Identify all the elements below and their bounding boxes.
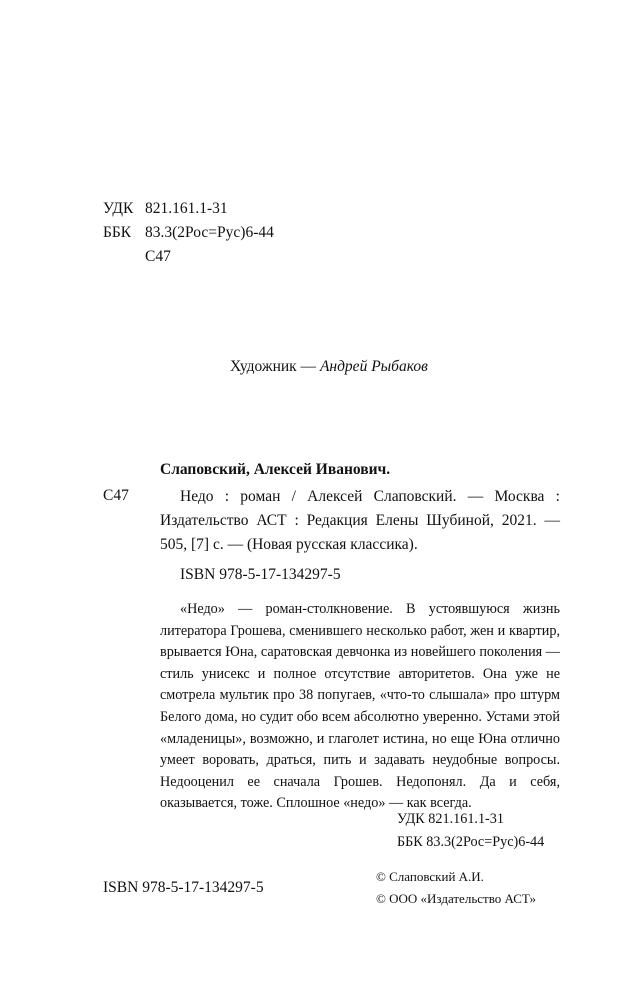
udk-line xyxy=(103,198,228,220)
bbk-value: 83.3(2Рос=Рус)6-44 xyxy=(145,224,274,241)
author-mark-record: С47 xyxy=(103,487,129,504)
author-mark-top-text: С47 xyxy=(145,248,171,265)
artist-credit xyxy=(230,356,428,378)
udk-value: 821.161.1-31 xyxy=(145,200,228,217)
bbk-line xyxy=(103,222,274,244)
udk-label: УДК xyxy=(103,200,134,217)
artist-role: Художник — xyxy=(230,358,317,375)
author-mark-top xyxy=(145,246,171,268)
bottom-bbk: ББК 83.3(2Рос=Рус)6-44 xyxy=(397,834,545,850)
isbn-record: ISBN 978-5-17-134297-5 xyxy=(180,566,341,583)
bottom-udk: УДК 821.161.1-31 xyxy=(397,811,504,827)
author-heading: Слаповский, Алексей Иванович. xyxy=(160,461,391,478)
bibliographic-description: Недо : роман / Алексей Слаповский. — Москва : Издательство АСТ : Редакция Елены Шубиной, 2021. — 505, [7] с. — (Новая русская классика). xyxy=(160,488,560,553)
bbk-label: ББК xyxy=(103,224,132,241)
annotation-text: «Недо» — роман-столкновение. В устоявшуюся жизнь литератора Грошева, сменившего несколько работ, жен и квартир, врывается Юна, саратовская девчонка из новейшего поколения — стиль унисекс и полное отсутствие авторитетов. Она уже не смотрела мультик про 38 попугаев, «что-то слышала» про штурм Белого дома, но судит обо всем абсолютно уверенно. Устами этой «младеницы», возможно, и глаголет истина, но еще Юна отлично умеет воровать, драться, пить и задавать неудобные вопросы. Недооценил ее сначала Грошев. Недопонял. Да и себя, оказывается, тоже. Сплошное «недо» — как всегда. xyxy=(160,601,560,812)
isbn-bottom: ISBN 978-5-17-134297-5 xyxy=(103,879,264,896)
copyright-author: © Слаповский А.И. xyxy=(376,869,484,884)
copyright-publisher: © ООО «Издательство АСТ» xyxy=(376,891,537,906)
artist-name: Андрей Рыбаков xyxy=(319,358,428,375)
